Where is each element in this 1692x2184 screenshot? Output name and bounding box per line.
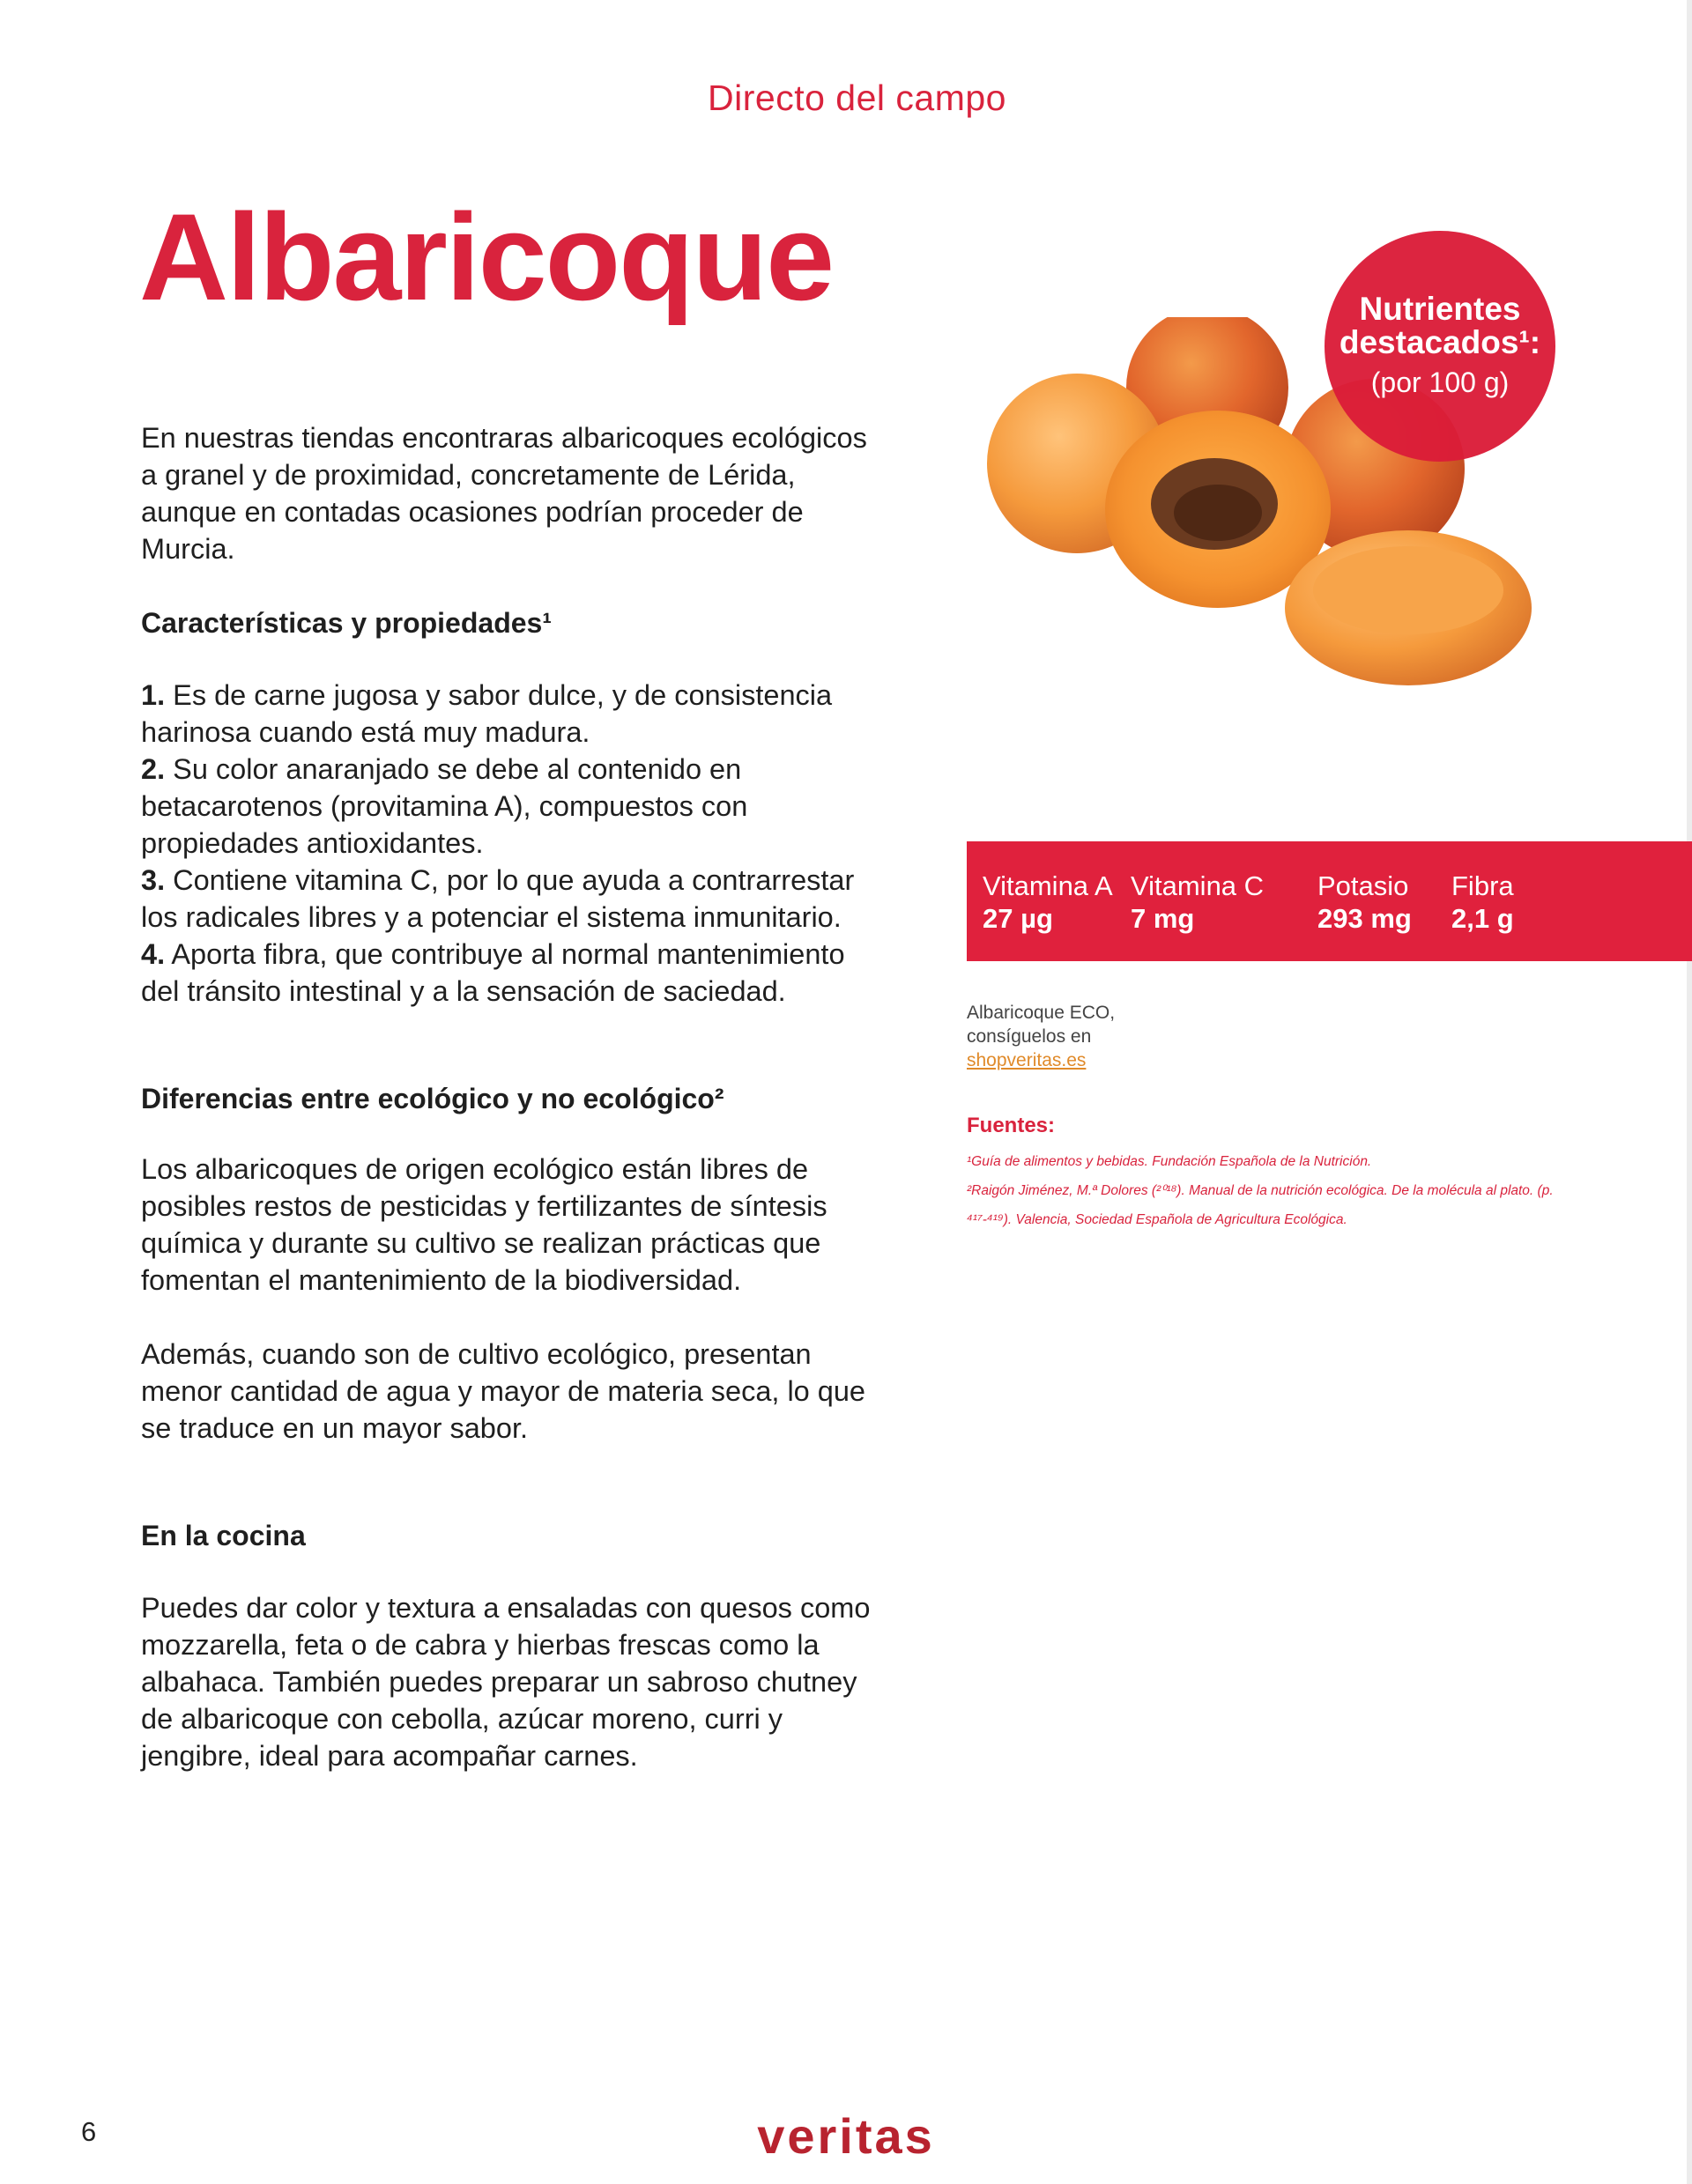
source-item: ⁴¹⁷-⁴¹⁹). Valencia, Sociedad Española de Agricultura Ecológica. bbox=[967, 1212, 1347, 1227]
article-body bbox=[141, 419, 881, 1774]
differences-paragraph: Además, cuando son de cultivo ecológico, presentan menor cantidad de agua y mayor de materia seca, lo que se traduce en un mayor sabor. bbox=[141, 1338, 866, 1444]
eco-note bbox=[967, 1001, 1115, 1072]
badge-line1: Nutrientes bbox=[1359, 291, 1521, 327]
nutrient-name: Potasio bbox=[1317, 870, 1409, 901]
apricot-pit-shadow bbox=[1174, 485, 1262, 541]
nutrient-vitamin-a bbox=[983, 870, 1113, 935]
nutrient-vitamin-c bbox=[1131, 870, 1264, 935]
page-number: 6 bbox=[81, 2116, 97, 2147]
differences-paragraph: Los albaricoques de origen ecológico están libres de posibles restos de pesticidas y fertilizantes de síntesis química y durante su cultivo se realizan prácticas que fomentan el mantenimiento de la biodiversidad. bbox=[141, 1153, 827, 1296]
differences-heading: Diferencias entre ecológico y no ecológico² bbox=[141, 1083, 724, 1114]
kitchen-heading: En la cocina bbox=[141, 1520, 306, 1551]
item-number: 4. bbox=[141, 938, 166, 970]
characteristic-item bbox=[141, 677, 881, 751]
source-item: ²Raigón Jiménez, M.ª Dolores (²⁰¹⁸). Manual de la nutrición ecológica. De la molécula al plato. (p. bbox=[967, 1183, 1554, 1198]
characteristics-heading: Características y propiedades¹ bbox=[141, 607, 552, 639]
page-title: Albaricoque bbox=[139, 188, 834, 326]
nutrients-badge bbox=[1325, 231, 1555, 462]
apricot-half-cup-inner bbox=[1313, 546, 1503, 634]
intro-paragraph: En nuestras tiendas encontraras albaricoques ecológicos a granel y de proximidad, concretamente de Lérida, aunque en contadas ocasiones podrían proceder de Murcia. bbox=[141, 422, 867, 565]
nutrient-value: 2,1 g bbox=[1451, 903, 1514, 934]
nutrients-band bbox=[967, 841, 1692, 961]
nutrient-name: Vitamina A bbox=[983, 870, 1113, 901]
shop-link[interactable]: shopveritas.es bbox=[967, 1050, 1087, 1070]
sources bbox=[967, 1114, 1654, 1234]
item-number: 2. bbox=[141, 753, 166, 785]
page-edge bbox=[1687, 0, 1692, 2184]
nutrient-potassium bbox=[1317, 870, 1412, 935]
characteristic-item bbox=[141, 751, 881, 862]
item-text: Es de carne jugosa y sabor dulce, y de consistencia harinosa cuando está muy madura. bbox=[141, 679, 833, 748]
section-label: Directo del campo bbox=[708, 78, 1006, 118]
characteristic-item bbox=[141, 936, 881, 1010]
eco-note-line2: consíguelos en bbox=[967, 1026, 1092, 1047]
sources-title: Fuentes: bbox=[967, 1114, 1056, 1137]
item-text: Aporta fibra, que contribuye al normal mantenimiento del tránsito intestinal y a la sensación de saciedad. bbox=[141, 938, 845, 1007]
nutrient-value: 293 mg bbox=[1317, 903, 1412, 934]
kitchen-paragraph: Puedes dar color y textura a ensaladas con quesos como mozzarella, feta o de cabra y hierbas frescas como la albahaca. También puedes preparar un sabroso chutney de albaricoque con cebolla, azúcar moreno, curri y jengibre, ideal para acompañar carnes. bbox=[141, 1592, 871, 1772]
item-text: Contiene vitamina C, por lo que ayuda a contrarrestar los radicales libres y a potenciar el sistema inmunitario. bbox=[141, 864, 855, 933]
nutrient-value: 27 µg bbox=[983, 903, 1053, 934]
nutrient-value: 7 mg bbox=[1131, 903, 1195, 934]
item-number: 3. bbox=[141, 864, 166, 896]
nutrient-fiber bbox=[1451, 870, 1514, 935]
nutrient-name: Fibra bbox=[1451, 870, 1514, 901]
badge-line3: (por 100 g) bbox=[1370, 366, 1510, 398]
badge-line2: destacados¹: bbox=[1339, 324, 1541, 360]
brand-logo: veritas bbox=[757, 2108, 935, 2164]
source-item: ¹Guía de alimentos y bebidas. Fundación Española de la Nutrición. bbox=[967, 1154, 1372, 1169]
nutrient-name: Vitamina C bbox=[1131, 870, 1265, 901]
item-text: Su color anaranjado se debe al contenido en betacarotenos (provitamina A), compuestos con propiedades antioxidantes. bbox=[141, 753, 748, 859]
eco-note-line1: Albaricoque ECO, bbox=[967, 1003, 1116, 1023]
item-number: 1. bbox=[141, 679, 166, 711]
characteristic-item bbox=[141, 862, 881, 936]
